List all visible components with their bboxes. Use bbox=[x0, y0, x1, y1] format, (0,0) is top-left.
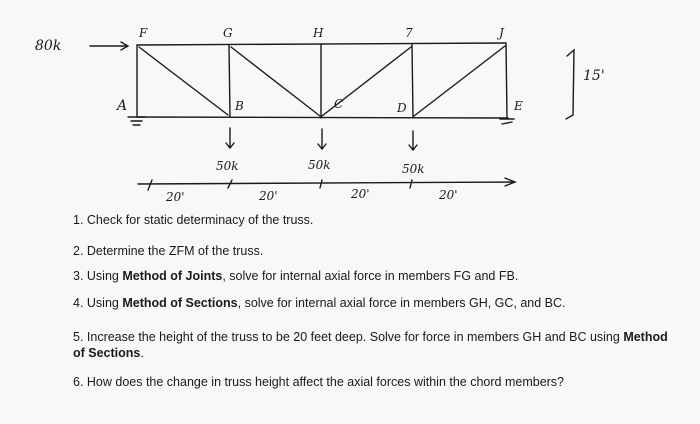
span-label-1: 20' bbox=[166, 190, 185, 204]
node-label-B: B bbox=[235, 99, 244, 113]
load-arrow-80k bbox=[90, 42, 128, 50]
point-load-label-D: 50k bbox=[402, 162, 425, 176]
member-DI bbox=[412, 44, 413, 118]
support-E bbox=[500, 119, 514, 124]
node-label-C: C bbox=[334, 97, 344, 111]
question-item bbox=[73, 212, 673, 228]
question-item bbox=[73, 329, 673, 361]
member-GC bbox=[231, 47, 320, 116]
question-text: 4. Using bbox=[73, 296, 123, 310]
question-emphasis: Method of Sections bbox=[73, 330, 668, 360]
question-text-tail: , solve for internal axial force in members FG and FB. bbox=[222, 269, 519, 283]
question-item bbox=[73, 243, 673, 259]
load-arrow-C bbox=[318, 129, 326, 149]
height-label: 15' bbox=[583, 68, 605, 84]
load-label-80k: 80k bbox=[35, 38, 62, 54]
question-text: 2. Determine the ZFM of the truss. bbox=[73, 244, 264, 258]
node-label-H: H bbox=[313, 26, 324, 40]
dimension-ticks bbox=[148, 180, 412, 190]
load-arrow-D bbox=[409, 131, 417, 150]
member-FB bbox=[139, 47, 228, 115]
question-text-tail: , solve for internal axial force in members GH, GC, and BC. bbox=[237, 296, 566, 310]
bottom-chord bbox=[137, 117, 508, 118]
node-label-F: F bbox=[139, 26, 148, 40]
node-label-A: A bbox=[117, 98, 128, 114]
node-label-E: E bbox=[514, 99, 523, 113]
truss-sketch bbox=[0, 0, 700, 206]
question-text: 5. Increase the height of the truss to be 20 feet deep. Solve for force in members GH and BC using bbox=[73, 330, 624, 344]
node-label-G: G bbox=[223, 26, 233, 40]
member-EJ bbox=[506, 43, 507, 118]
member-BG bbox=[229, 45, 230, 117]
member-DJ bbox=[414, 46, 505, 116]
node-label-J: J bbox=[499, 26, 504, 40]
node-label-I: 7 bbox=[405, 26, 413, 40]
point-load-label-B: 50k bbox=[216, 159, 239, 173]
support-A bbox=[128, 117, 145, 125]
span-label-3: 20' bbox=[351, 187, 370, 201]
question-item bbox=[73, 268, 673, 284]
question-emphasis: Method of Sections bbox=[122, 296, 238, 310]
dimension-line bbox=[138, 178, 515, 186]
height-bracket bbox=[566, 50, 574, 119]
span-label-4: 20' bbox=[439, 188, 458, 202]
span-label-2: 20' bbox=[259, 189, 278, 203]
question-text: 3. Using bbox=[73, 269, 123, 283]
load-arrow-B bbox=[226, 128, 234, 148]
question-text: 1. Check for static determinacy of the truss. bbox=[73, 213, 314, 227]
question-emphasis: Method of Joints bbox=[122, 269, 223, 283]
question-text-tail: . bbox=[140, 346, 144, 360]
question-text: 6. How does the change in truss height affect the axial forces within the chord members? bbox=[73, 375, 565, 389]
question-item bbox=[73, 295, 673, 311]
question-item bbox=[73, 374, 673, 390]
node-label-D: D bbox=[397, 101, 407, 115]
point-load-label-C: 50k bbox=[308, 158, 331, 172]
